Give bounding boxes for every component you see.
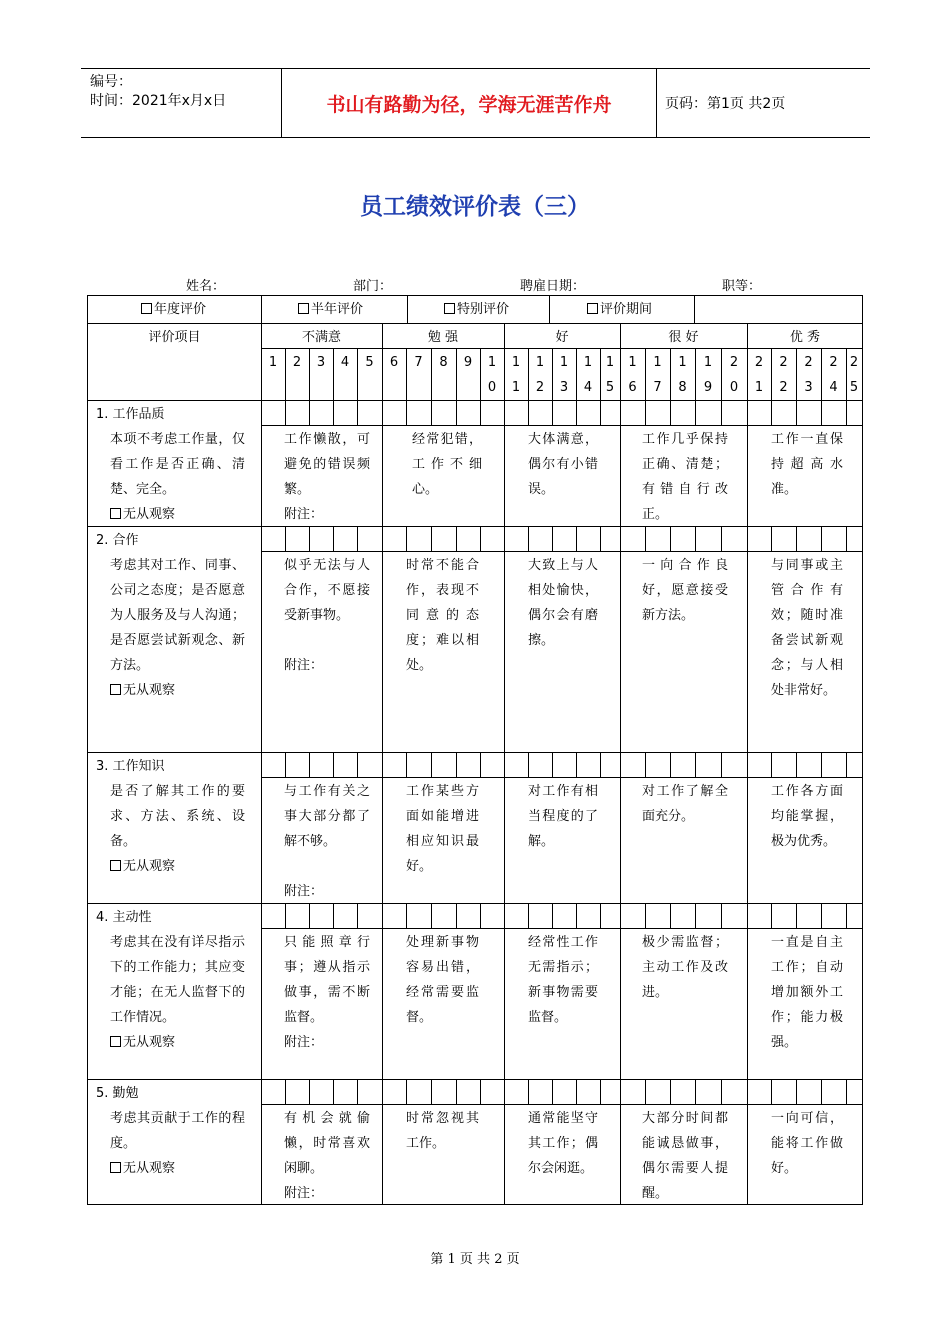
score-5: 5: [365, 355, 374, 370]
row-divider: [261, 551, 862, 552]
column-divider: [504, 348, 505, 400]
rating-unsatisfactory: 不满意: [301, 330, 341, 345]
column-divider: [261, 296, 262, 323]
score-cell-divider: [333, 1079, 334, 1104]
checkbox-icon[interactable]: [110, 1162, 121, 1173]
score-14: 1 4: [583, 355, 593, 395]
item-2-note: 附注：: [284, 658, 324, 673]
evaluation-table: [87, 295, 863, 1205]
score-cell-divider: [333, 526, 334, 551]
score-cell-divider: [309, 526, 310, 551]
checkbox-icon[interactable]: [110, 508, 121, 519]
column-divider: [382, 928, 383, 1079]
score-cell-divider: [480, 400, 481, 425]
name-label: 姓名：: [186, 279, 226, 294]
score-cell-divider: [480, 903, 481, 928]
score-cell-divider: [528, 1079, 529, 1104]
checkbox-icon[interactable]: [110, 684, 121, 695]
score-cell-divider: [670, 903, 671, 928]
item-5-title: 5. 勤勉: [96, 1086, 139, 1101]
score-cell-divider: [285, 400, 286, 425]
score-cell-divider: [382, 526, 383, 551]
score-16: 1 6: [628, 355, 637, 395]
score-11: 1 1: [511, 355, 521, 395]
column-divider: [620, 928, 621, 1079]
score-cell-divider: [600, 1079, 601, 1104]
score-cell-divider: [480, 526, 481, 551]
period-half-year[interactable]: 半年评价: [298, 297, 363, 322]
item-4-no-observe[interactable]: 无从观察: [110, 1030, 175, 1055]
item-3-title: 3. 工作知识: [96, 759, 165, 774]
score-cell-divider: [821, 752, 822, 777]
score-24: 2 4: [829, 355, 838, 395]
score-cell-divider: [285, 526, 286, 551]
score-cell-divider: [771, 400, 772, 425]
item-3-level-5: 工作各方面均能掌握，极为优秀。: [771, 784, 843, 849]
score-8: 8: [439, 355, 448, 370]
column-divider: [747, 551, 748, 752]
score-cell-divider: [670, 400, 671, 425]
score-cell-divider: [406, 752, 407, 777]
score-cell-divider: [721, 903, 722, 928]
row-divider: [261, 1104, 862, 1105]
column-divider: [382, 425, 383, 526]
column-divider: [456, 348, 457, 400]
position-label: 职等：: [722, 279, 762, 294]
hire-date-label: 聘雇日期：: [520, 279, 586, 294]
column-divider: [620, 323, 621, 348]
item-2-level-3: 大致上与人相处愉快，偶尔会有磨擦。: [528, 558, 598, 648]
row-divider: [88, 526, 862, 527]
item-3-desc: 是否了解其工作的要求、方法、系统、设备。: [110, 784, 245, 849]
row-divider: [88, 752, 862, 753]
column-divider: [549, 296, 550, 323]
score-cell-divider: [821, 526, 822, 551]
score-cell-divider: [670, 1079, 671, 1104]
column-divider: [504, 928, 505, 1079]
period-annual[interactable]: 年度评价: [141, 297, 206, 322]
score-cell-divider: [552, 526, 553, 551]
score-1: 1: [268, 355, 278, 370]
item-5-level-3: 通常能坚守其工作；偶尔会闲逛。: [528, 1111, 598, 1176]
rating-excellent: 优 秀: [789, 330, 821, 345]
column-divider: [382, 777, 383, 903]
score-cell-divider: [846, 903, 847, 928]
score-21: 2 1: [754, 355, 764, 395]
column-divider: [406, 348, 407, 400]
score-cell-divider: [747, 903, 748, 928]
column-divider: [382, 551, 383, 752]
column-divider: [357, 348, 358, 400]
dept-label: 部门：: [353, 279, 393, 294]
column-divider: [747, 777, 748, 903]
column-divider: [552, 348, 553, 400]
item-5-desc: 考虑其贡献于工作的程度。: [110, 1111, 245, 1151]
column-divider: [821, 348, 822, 400]
score-cell-divider: [721, 1079, 722, 1104]
score-cell-divider: [645, 752, 646, 777]
score-25: 2 5: [849, 355, 859, 395]
row-divider: [88, 400, 862, 401]
score-4: 4: [340, 355, 350, 370]
score-23: 2 3: [804, 355, 813, 395]
row-divider: [88, 903, 862, 904]
score-cell-divider: [620, 903, 621, 928]
header-meta: [81, 69, 281, 137]
score-cell-divider: [771, 1079, 772, 1104]
column-divider: [528, 348, 529, 400]
score-cell-divider: [670, 752, 671, 777]
score-cell-divider: [528, 752, 529, 777]
item-1-desc: 本项不考虑工作量，仅看工作是否正确、清楚、完全。: [110, 432, 245, 497]
score-cell-divider: [285, 752, 286, 777]
score-cell-divider: [552, 752, 553, 777]
checkbox-icon[interactable]: [110, 860, 121, 871]
item-3-level-2: 工作某些方面如能增进相应知识最好。: [406, 784, 479, 874]
score-cell-divider: [382, 903, 383, 928]
row-divider: [261, 425, 862, 426]
column-divider: [261, 526, 262, 752]
checkbox-icon[interactable]: [444, 303, 455, 314]
score-cell-divider: [504, 400, 505, 425]
column-divider: [846, 348, 847, 400]
score-cell-divider: [431, 1079, 432, 1104]
score-cell-divider: [382, 1079, 383, 1104]
item-1-level-4: 工作几乎保持正确、清楚；有错自行改正。: [642, 432, 728, 522]
row-divider: [261, 928, 862, 929]
item-1-title: 1. 工作品质: [96, 407, 165, 422]
item-2-title: 2. 合作: [96, 533, 139, 548]
column-divider: [333, 348, 334, 400]
score-cell-divider: [645, 1079, 646, 1104]
motto: 书山有路勤为径，学海无涯苦作舟: [281, 69, 657, 137]
score-cell-divider: [695, 526, 696, 551]
score-9: 9: [463, 355, 473, 370]
document-header: [81, 68, 870, 138]
item-4-level-4: 极少需监督；主动工作及改进。: [642, 935, 728, 1000]
score-cell-divider: [504, 1079, 505, 1104]
score-cell-divider: [357, 400, 358, 425]
item-5-level-1: 有机会就偷懒，时常喜欢闲聊。: [284, 1111, 370, 1176]
score-cell-divider: [406, 1079, 407, 1104]
score-cell-divider: [406, 903, 407, 928]
item-5-no-observe[interactable]: 无从观察: [110, 1156, 175, 1181]
score-cell-divider: [600, 752, 601, 777]
score-cell-divider: [695, 903, 696, 928]
score-cell-divider: [645, 526, 646, 551]
time-label: 时间：2021年x月x日: [90, 93, 227, 109]
column-divider: [747, 425, 748, 526]
column-divider: [620, 1104, 621, 1204]
score-cell-divider: [357, 526, 358, 551]
page-label: 页码：第1页 共2页: [665, 96, 786, 112]
score-cell-divider: [357, 1079, 358, 1104]
checkbox-icon[interactable]: [141, 303, 152, 314]
score-cell-divider: [382, 752, 383, 777]
page-title: 员工绩效评价表（三）: [360, 193, 590, 220]
score-20: 2 0: [729, 355, 739, 395]
score-cell-divider: [333, 752, 334, 777]
score-cell-divider: [747, 1079, 748, 1104]
score-cell-divider: [796, 1079, 797, 1104]
score-cell-divider: [576, 526, 577, 551]
score-cell-divider: [721, 752, 722, 777]
item-3-level-1: 与工作有关之事大部分都了解不够。: [284, 784, 370, 849]
score-cell-divider: [771, 752, 772, 777]
column-divider: [382, 1104, 383, 1204]
column-divider: [480, 348, 481, 400]
score-cell-divider: [552, 1079, 553, 1104]
column-divider: [620, 551, 621, 752]
score-cell-divider: [620, 526, 621, 551]
score-cell-divider: [747, 400, 748, 425]
score-cell-divider: [382, 400, 383, 425]
item-4-level-3: 经常性工作无需指示；新事物需要监督。: [528, 935, 598, 1025]
checkbox-icon[interactable]: [298, 303, 309, 314]
column-divider: [695, 348, 696, 400]
score-cell-divider: [431, 903, 432, 928]
score-cell-divider: [406, 400, 407, 425]
score-cell-divider: [480, 1079, 481, 1104]
score-cell-divider: [771, 903, 772, 928]
score-10: 1 0: [487, 355, 497, 395]
rating-very-good: 很 好: [668, 330, 699, 345]
column-divider: [261, 400, 262, 526]
score-cell-divider: [309, 752, 310, 777]
score-cell-divider: [504, 752, 505, 777]
score-cell-divider: [796, 526, 797, 551]
column-divider: [694, 296, 695, 323]
column-divider: [504, 1104, 505, 1204]
score-cell-divider: [747, 752, 748, 777]
item-4-level-5: 一直是自主工作；自动增加额外工作；能力极强。: [771, 935, 843, 1050]
score-cell-divider: [846, 752, 847, 777]
column-divider: [620, 425, 621, 526]
score-cell-divider: [576, 752, 577, 777]
item-3-note: 附注：: [284, 884, 324, 899]
item-1-level-1: 工作懒散，可避免的错误频繁。: [284, 432, 370, 497]
score-cell-divider: [846, 400, 847, 425]
score-cell-divider: [456, 903, 457, 928]
score-cell-divider: [456, 1079, 457, 1104]
item-3-level-3: 对工作有相当程度的了解。: [528, 784, 598, 849]
item-4-level-2: 处理新事物容易出错，经常需要监督。: [406, 935, 479, 1025]
score-cell-divider: [576, 1079, 577, 1104]
column-divider: [576, 348, 577, 400]
page-footer: 第 1 页 共 2 页: [430, 1252, 520, 1267]
score-cell-divider: [695, 1079, 696, 1104]
score-22: 2 2: [779, 355, 788, 395]
score-cell-divider: [695, 752, 696, 777]
item-1-no-observe[interactable]: 无从观察: [110, 502, 175, 527]
item-1-level-2: 经常犯错，工作不细心。: [412, 432, 482, 497]
score-7: 7: [414, 355, 423, 370]
item-2-desc: 考虑其对工作、同事、公司之态度；是否愿意为人服务及与人沟通；是否愿尝试新观念、新方法。: [110, 558, 245, 673]
score-cell-divider: [846, 1079, 847, 1104]
score-15: 1 5: [605, 355, 615, 395]
item-1-level-3: 大体满意，偶尔有小错误。: [528, 432, 598, 497]
row-divider: [261, 777, 862, 778]
checkbox-icon[interactable]: [110, 1036, 121, 1047]
score-cell-divider: [821, 903, 822, 928]
item-5-note: 附注：: [284, 1186, 324, 1201]
score-cell-divider: [309, 1079, 310, 1104]
score-cell-divider: [528, 526, 529, 551]
score-cell-divider: [821, 1079, 822, 1104]
score-cell-divider: [576, 400, 577, 425]
column-divider: [796, 348, 797, 400]
item-5-level-4: 大部分时间都能诚恳做事，偶尔需要人提醒。: [642, 1111, 728, 1201]
score-13: 1 3: [559, 355, 569, 395]
period-special[interactable]: 特别评价: [444, 297, 509, 322]
score-cell-divider: [480, 752, 481, 777]
score-cell-divider: [431, 526, 432, 551]
item-2-level-1: 似乎无法与人合作，不愿接受新事物。: [284, 558, 370, 623]
score-cell-divider: [333, 400, 334, 425]
score-cell-divider: [528, 903, 529, 928]
checkbox-icon[interactable]: [587, 303, 598, 314]
column-divider: [747, 1104, 748, 1204]
column-divider: [504, 425, 505, 526]
rating-fair: 勉 强: [427, 330, 459, 345]
score-cell-divider: [456, 400, 457, 425]
item-2-level-2: 时常不能合作，表现不同意的态度；难以相处。: [406, 558, 479, 673]
item-2-no-observe[interactable]: 无从观察: [110, 678, 175, 703]
column-divider: [309, 348, 310, 400]
score-2: 2: [292, 355, 302, 370]
row-divider: [88, 323, 862, 324]
score-3: 3: [316, 355, 326, 370]
score-cell-divider: [645, 903, 646, 928]
column-divider: [504, 777, 505, 903]
column-divider: [747, 928, 748, 1079]
score-cell-divider: [309, 400, 310, 425]
score-cell-divider: [600, 400, 601, 425]
number-label: 编号：: [90, 74, 132, 90]
column-divider: [670, 348, 671, 400]
score-cell-divider: [620, 400, 621, 425]
score-cell-divider: [620, 1079, 621, 1104]
column-divider: [504, 323, 505, 348]
item-4-level-1: 只能照章行事；遵从指示做事，需不断监督。: [284, 935, 370, 1025]
score-cell-divider: [645, 400, 646, 425]
item-4-note: 附注：: [284, 1035, 324, 1050]
column-divider: [261, 1079, 262, 1204]
column-divider: [261, 903, 262, 1079]
score-cell-divider: [796, 752, 797, 777]
score-cell-divider: [796, 400, 797, 425]
score-cell-divider: [695, 400, 696, 425]
score-cell-divider: [285, 903, 286, 928]
column-divider: [261, 323, 262, 400]
item-4-desc: 考虑其在没有详尽指示下的工作能力；其应变才能；在无人监督下的工作情况。: [110, 935, 245, 1025]
score-cell-divider: [620, 752, 621, 777]
score-cell-divider: [747, 526, 748, 551]
period-range[interactable]: 评价期间: [587, 297, 652, 322]
item-2-level-5: 与同事或主管合作有效；随时准备尝试新观念；与人相处非常好。: [771, 558, 843, 698]
column-divider: [382, 323, 383, 348]
score-cell-divider: [431, 752, 432, 777]
score-cell-divider: [576, 903, 577, 928]
score-cell-divider: [528, 400, 529, 425]
item-1-note: 附注：: [284, 507, 324, 522]
column-divider: [285, 348, 286, 400]
score-cell-divider: [456, 526, 457, 551]
score-cell-divider: [600, 903, 601, 928]
score-18: 1 8: [678, 355, 687, 395]
row-divider: [88, 1079, 862, 1080]
item-3-level-4: 对工作了解全面充分。: [642, 784, 728, 824]
score-cell-divider: [552, 903, 553, 928]
score-cell-divider: [670, 526, 671, 551]
item-5-level-5: 一向可信，能将工作做好。: [771, 1111, 843, 1176]
score-12: 1 2: [535, 355, 545, 395]
score-cell-divider: [771, 526, 772, 551]
column-divider: [747, 323, 748, 348]
score-17: 1 7: [653, 355, 662, 395]
score-cell-divider: [504, 526, 505, 551]
column-divider: [407, 296, 408, 323]
score-cell-divider: [406, 526, 407, 551]
score-cell-divider: [796, 903, 797, 928]
score-cell-divider: [309, 903, 310, 928]
column-divider: [261, 752, 262, 903]
score-cell-divider: [357, 752, 358, 777]
column-divider: [771, 348, 772, 400]
column-divider: [600, 348, 601, 400]
score-cell-divider: [600, 526, 601, 551]
score-19: 1 9: [703, 355, 713, 395]
item-header: 评价项目: [148, 330, 201, 345]
column-divider: [504, 551, 505, 752]
score-cell-divider: [721, 400, 722, 425]
column-divider: [747, 348, 748, 400]
score-cell-divider: [357, 903, 358, 928]
column-divider: [382, 348, 383, 400]
score-cell-divider: [552, 400, 553, 425]
column-divider: [721, 348, 722, 400]
score-6: 6: [389, 355, 399, 370]
item-5-level-2: 时常忽视其工作。: [406, 1111, 479, 1151]
item-2-level-4: 一向合作良好，愿意接受新方法。: [642, 558, 728, 623]
item-3-no-observe[interactable]: 无从观察: [110, 854, 175, 879]
score-cell-divider: [504, 903, 505, 928]
rating-good: 好: [555, 330, 569, 345]
score-cell-divider: [456, 752, 457, 777]
score-cell-divider: [333, 903, 334, 928]
score-cell-divider: [821, 400, 822, 425]
column-divider: [620, 777, 621, 903]
column-divider: [620, 348, 621, 400]
item-4-title: 4. 主动性: [96, 910, 152, 925]
score-cell-divider: [721, 526, 722, 551]
score-cell-divider: [285, 1079, 286, 1104]
score-cell-divider: [431, 400, 432, 425]
column-divider: [645, 348, 646, 400]
item-1-level-5: 工作一直保持超高水准。: [771, 432, 843, 497]
column-divider: [431, 348, 432, 400]
score-cell-divider: [846, 526, 847, 551]
